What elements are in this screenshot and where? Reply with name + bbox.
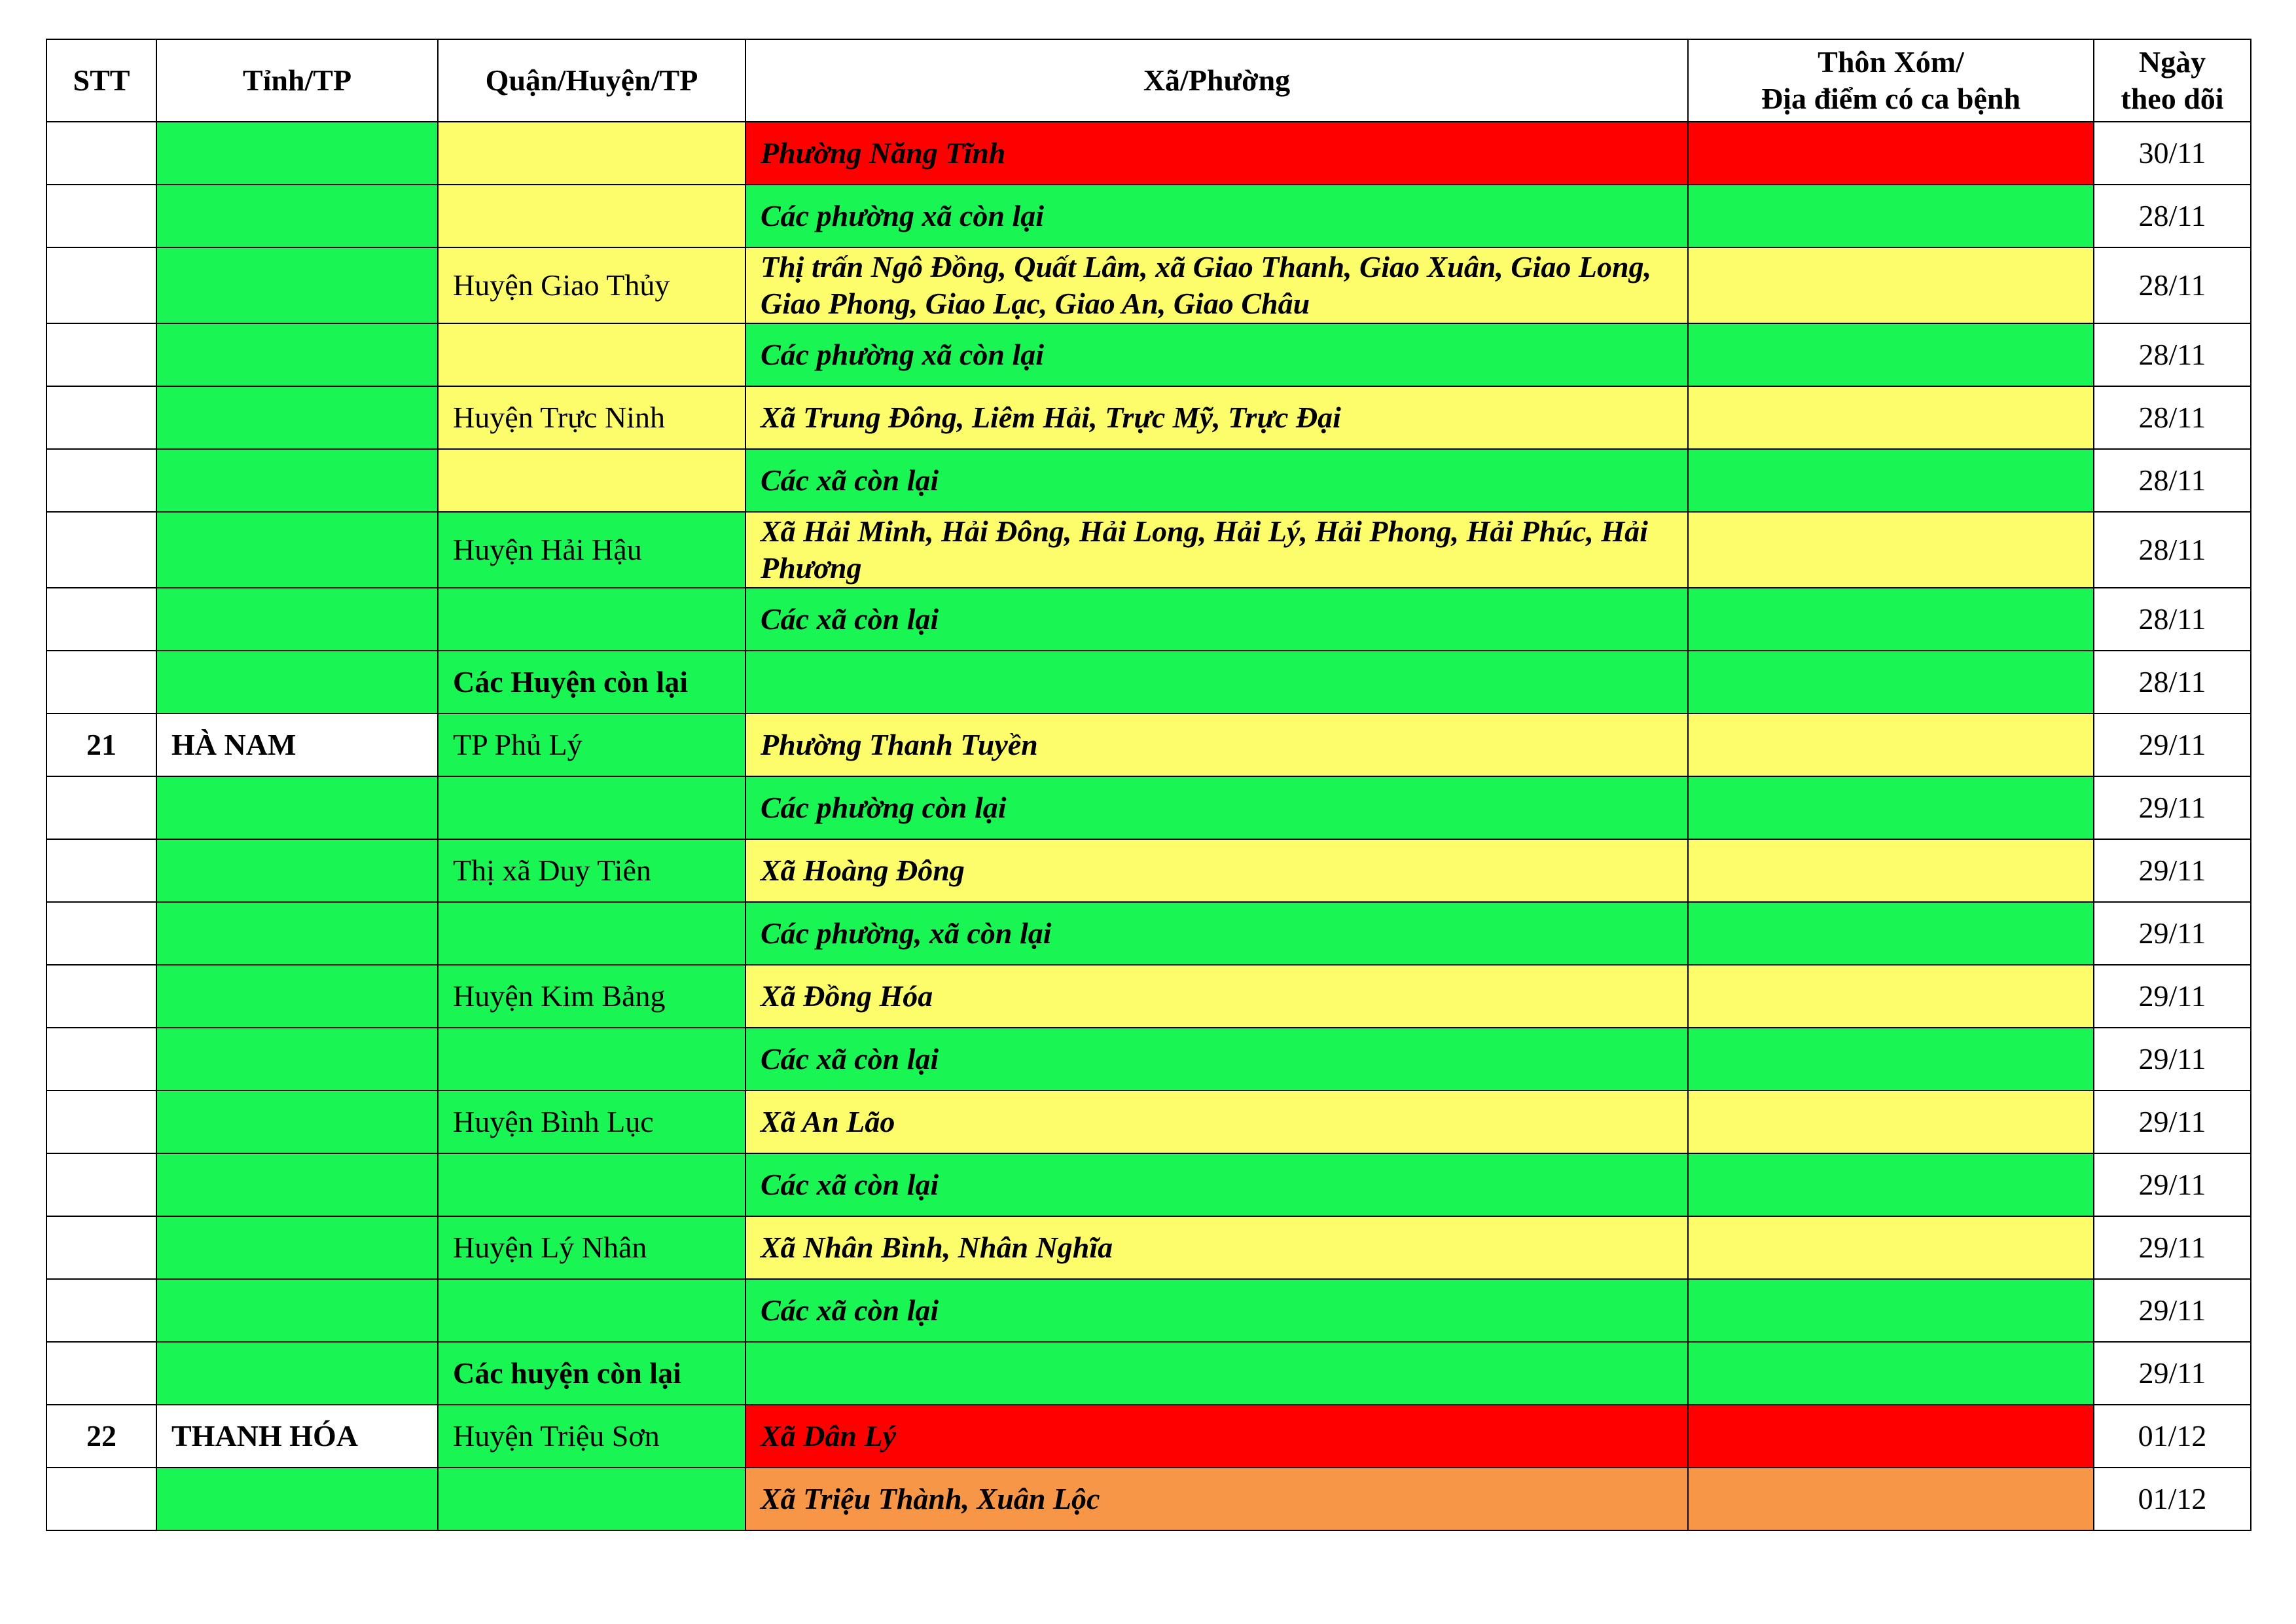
cell-date: 28/11	[2094, 323, 2251, 386]
cell-district: TP Phủ Lý	[438, 713, 745, 776]
table-row	[46, 386, 2251, 449]
cell-date: 29/11	[2094, 1153, 2251, 1216]
header-date-line1: Ngày	[2138, 45, 2206, 79]
cell-date: 29/11	[2094, 1028, 2251, 1091]
cell-province	[156, 512, 438, 588]
table-row	[46, 1028, 2251, 1091]
cell-district: Thị xã Duy Tiên	[438, 839, 745, 902]
cell-ward: Xã An Lão	[745, 1091, 1688, 1153]
cell-village	[1688, 965, 2094, 1028]
cell-stt	[46, 965, 156, 1028]
header-date-line2: theo dõi	[2121, 82, 2224, 115]
table-row	[46, 1279, 2251, 1342]
cell-district	[438, 323, 745, 386]
header-stt: STT	[46, 39, 156, 122]
table-row	[46, 247, 2251, 323]
cell-village	[1688, 1279, 2094, 1342]
cell-province	[156, 965, 438, 1028]
table-row	[46, 713, 2251, 776]
cell-province	[156, 386, 438, 449]
header-date	[2094, 39, 2251, 122]
cell-ward	[745, 1342, 1688, 1405]
cell-stt	[46, 839, 156, 902]
cell-district	[438, 1468, 745, 1530]
cell-province	[156, 323, 438, 386]
cell-district	[438, 902, 745, 965]
cell-date: 29/11	[2094, 776, 2251, 839]
cell-district	[438, 588, 745, 651]
cell-province: THANH HÓA	[156, 1405, 438, 1468]
cell-province	[156, 1091, 438, 1153]
cell-ward: Các xã còn lại	[745, 1153, 1688, 1216]
cell-ward: Xã Triệu Thành, Xuân Lộc	[745, 1468, 1688, 1530]
cell-stt	[46, 1216, 156, 1279]
table-row	[46, 1216, 2251, 1279]
cell-ward: Các phường xã còn lại	[745, 323, 1688, 386]
cell-district: Huyện Giao Thủy	[438, 247, 745, 323]
cell-ward: Phường Năng Tĩnh	[745, 122, 1688, 185]
cell-province	[156, 1342, 438, 1405]
cell-date: 28/11	[2094, 185, 2251, 247]
cell-ward: Các phường còn lại	[745, 776, 1688, 839]
cell-village	[1688, 902, 2094, 965]
cell-ward: Xã Trung Đông, Liêm Hải, Trực Mỹ, Trực Đại	[745, 386, 1688, 449]
cell-ward: Xã Đồng Hóa	[745, 965, 1688, 1028]
cell-district: Các Huyện còn lại	[438, 651, 745, 713]
cell-stt	[46, 1279, 156, 1342]
table-row	[46, 1342, 2251, 1405]
cell-date: 29/11	[2094, 1342, 2251, 1405]
cell-district: Huyện Hải Hậu	[438, 512, 745, 588]
table-row	[46, 122, 2251, 185]
cell-village	[1688, 247, 2094, 323]
cell-village	[1688, 1028, 2094, 1091]
cell-village	[1688, 1216, 2094, 1279]
cell-province	[156, 449, 438, 512]
cell-district	[438, 122, 745, 185]
cell-province	[156, 1028, 438, 1091]
cell-stt	[46, 122, 156, 185]
cell-district: Huyện Triệu Sơn	[438, 1405, 745, 1468]
cell-district: Các huyện còn lại	[438, 1342, 745, 1405]
cell-stt	[46, 185, 156, 247]
cell-ward: Xã Dân Lý	[745, 1405, 1688, 1468]
table-row	[46, 1468, 2251, 1530]
cell-stt	[46, 902, 156, 965]
cell-province	[156, 1468, 438, 1530]
cell-stt	[46, 512, 156, 588]
cell-date: 29/11	[2094, 965, 2251, 1028]
cell-stt: 22	[46, 1405, 156, 1468]
table-row	[46, 1153, 2251, 1216]
cell-province	[156, 1279, 438, 1342]
cell-province	[156, 776, 438, 839]
cell-stt	[46, 386, 156, 449]
cell-village	[1688, 1342, 2094, 1405]
cell-district	[438, 449, 745, 512]
table-row	[46, 185, 2251, 247]
header-village-line2: Địa điểm có ca bệnh	[1761, 82, 2021, 115]
cell-date: 28/11	[2094, 386, 2251, 449]
cell-ward: Xã Hải Minh, Hải Đông, Hải Long, Hải Lý, Hải Phong, Hải Phúc, Hải Phương	[745, 512, 1688, 588]
header-district: Quận/Huyện/TP	[438, 39, 745, 122]
cell-stt	[46, 776, 156, 839]
cell-district: Huyện Trực Ninh	[438, 386, 745, 449]
cell-stt	[46, 323, 156, 386]
table-row	[46, 1405, 2251, 1468]
header-ward: Xã/Phường	[745, 39, 1688, 122]
cell-province	[156, 651, 438, 713]
cell-date: 28/11	[2094, 651, 2251, 713]
cell-province	[156, 1153, 438, 1216]
cell-district	[438, 776, 745, 839]
cell-ward: Các phường, xã còn lại	[745, 902, 1688, 965]
cell-stt	[46, 1342, 156, 1405]
cell-stt: 21	[46, 713, 156, 776]
cell-province	[156, 902, 438, 965]
header-province: Tỉnh/TP	[156, 39, 438, 122]
cell-date: 29/11	[2094, 1091, 2251, 1153]
cell-district	[438, 1279, 745, 1342]
cell-village	[1688, 1405, 2094, 1468]
cell-stt	[46, 588, 156, 651]
table-row	[46, 588, 2251, 651]
table-row	[46, 512, 2251, 588]
cell-stt	[46, 247, 156, 323]
cell-village	[1688, 651, 2094, 713]
cell-date: 30/11	[2094, 122, 2251, 185]
cell-ward: Xã Nhân Bình, Nhân Nghĩa	[745, 1216, 1688, 1279]
cell-village	[1688, 713, 2094, 776]
cell-date: 28/11	[2094, 512, 2251, 588]
cell-village	[1688, 185, 2094, 247]
cell-ward: Các xã còn lại	[745, 1279, 1688, 1342]
cell-village	[1688, 839, 2094, 902]
table-row	[46, 449, 2251, 512]
cell-stt	[46, 1468, 156, 1530]
cell-village	[1688, 512, 2094, 588]
table-row	[46, 902, 2251, 965]
cell-village	[1688, 588, 2094, 651]
table-row	[46, 965, 2251, 1028]
cell-date: 01/12	[2094, 1468, 2251, 1530]
cell-date: 29/11	[2094, 1279, 2251, 1342]
cell-district: Huyện Lý Nhân	[438, 1216, 745, 1279]
table-body	[46, 122, 2251, 1530]
cell-village	[1688, 449, 2094, 512]
cell-ward	[745, 651, 1688, 713]
cell-province	[156, 247, 438, 323]
cell-ward: Các xã còn lại	[745, 449, 1688, 512]
cell-village	[1688, 776, 2094, 839]
header-village	[1688, 39, 2094, 122]
cell-ward: Xã Hoàng Đông	[745, 839, 1688, 902]
cell-district: Huyện Bình Lục	[438, 1091, 745, 1153]
cell-province	[156, 588, 438, 651]
cell-village	[1688, 323, 2094, 386]
cell-stt	[46, 449, 156, 512]
table-row	[46, 651, 2251, 713]
cell-date: 28/11	[2094, 588, 2251, 651]
cell-date: 01/12	[2094, 1405, 2251, 1468]
cell-stt	[46, 1028, 156, 1091]
cell-date: 29/11	[2094, 1216, 2251, 1279]
cell-ward: Thị trấn Ngô Đồng, Quất Lâm, xã Giao Thanh, Giao Xuân, Giao Long, Giao Phong, Giao Lạc, Giao An, Giao Châu	[745, 247, 1688, 323]
table-row	[46, 776, 2251, 839]
cell-province: HÀ NAM	[156, 713, 438, 776]
cell-village	[1688, 1153, 2094, 1216]
cell-date: 28/11	[2094, 449, 2251, 512]
cell-ward: Phường Thanh Tuyền	[745, 713, 1688, 776]
cell-date: 29/11	[2094, 839, 2251, 902]
cell-ward: Các xã còn lại	[745, 1028, 1688, 1091]
cell-stt	[46, 1153, 156, 1216]
cell-district	[438, 1028, 745, 1091]
cell-province	[156, 839, 438, 902]
cell-village	[1688, 386, 2094, 449]
cell-village	[1688, 122, 2094, 185]
cell-date: 28/11	[2094, 247, 2251, 323]
cell-stt	[46, 651, 156, 713]
table-row	[46, 839, 2251, 902]
cell-stt	[46, 1091, 156, 1153]
cell-district	[438, 1153, 745, 1216]
cell-province	[156, 122, 438, 185]
cell-district	[438, 185, 745, 247]
cell-ward: Các phường xã còn lại	[745, 185, 1688, 247]
table-header-row	[46, 39, 2251, 122]
cell-village	[1688, 1091, 2094, 1153]
cell-ward: Các xã còn lại	[745, 588, 1688, 651]
header-village-line1: Thôn Xóm/	[1818, 45, 1964, 79]
table-row	[46, 323, 2251, 386]
cell-province	[156, 185, 438, 247]
cell-village	[1688, 1468, 2094, 1530]
cell-date: 29/11	[2094, 902, 2251, 965]
cell-date: 29/11	[2094, 713, 2251, 776]
table-row	[46, 1091, 2251, 1153]
zone-classification-table	[46, 39, 2251, 1531]
cell-province	[156, 1216, 438, 1279]
cell-district: Huyện Kim Bảng	[438, 965, 745, 1028]
